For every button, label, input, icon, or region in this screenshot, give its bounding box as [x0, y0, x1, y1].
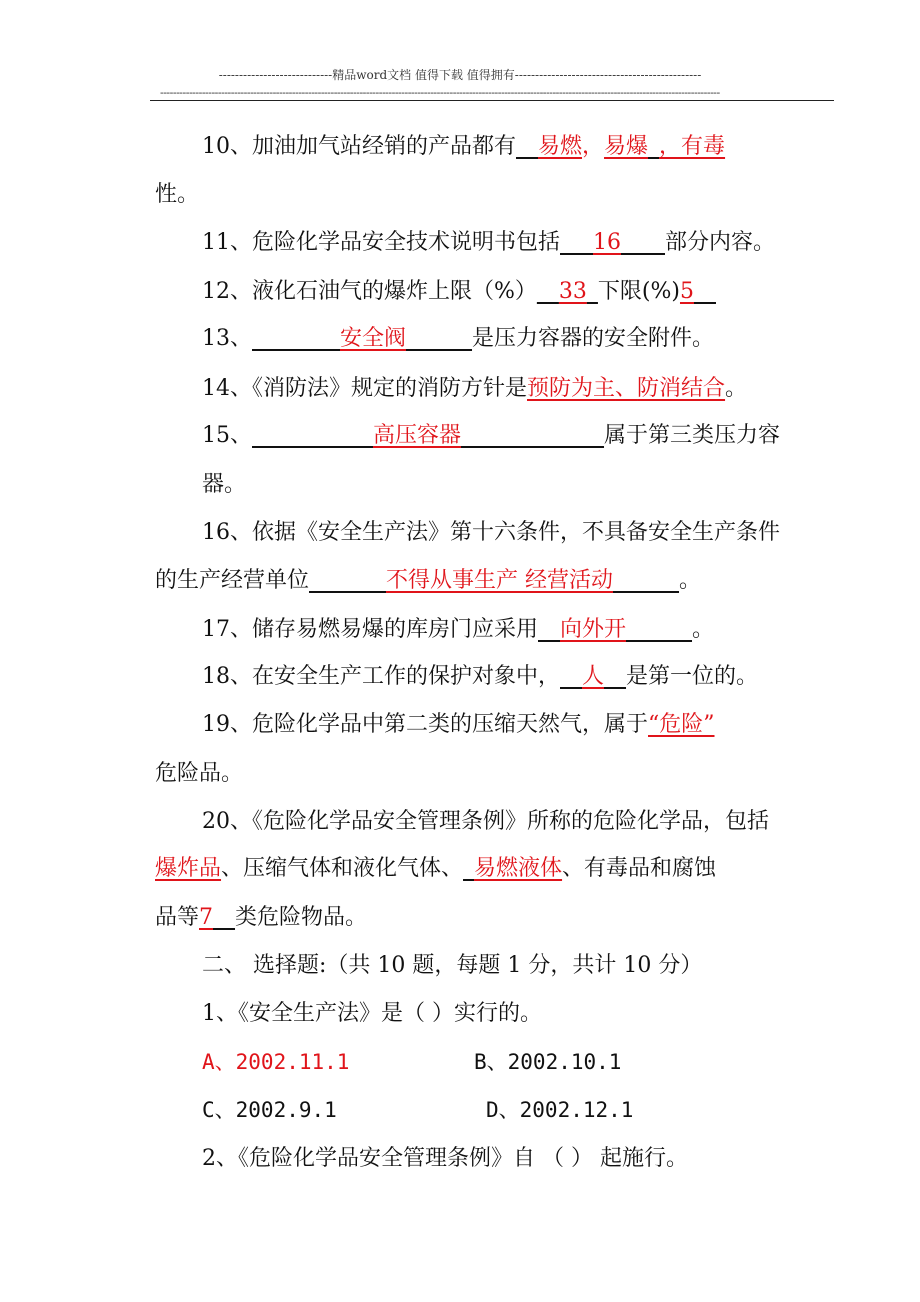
- header-title-line: ----------------------------精品word文档 值得下载 值得拥有----------------------------------------------: [218, 68, 702, 82]
- choice-question-1: 1、《安全生产法》是（ ）实行的。: [202, 1001, 542, 1026]
- answer-19: “危险”: [648, 712, 715, 737]
- choice-1-option-b: B、2002.10.1: [474, 1050, 622, 1074]
- header-dash-line: ------------------------------------------------------------------------------------------------------------------------------------------------------------------------------: [160, 86, 720, 99]
- question-16-line2: 的生产经营单位_______不得从事生产 经营活动______。: [155, 568, 702, 593]
- answer-11: 16: [593, 230, 621, 255]
- answer-10-3: ，有毒: [659, 134, 726, 159]
- question-19-tail: 危险品。: [155, 761, 244, 786]
- header-rule: [150, 100, 834, 101]
- choice-1-option-c: C、2002.9.1: [202, 1098, 337, 1122]
- question-19: 19、危险化学品中第二类的压缩天然气，属于“危险”: [202, 712, 715, 737]
- answer-18: 人: [582, 664, 605, 689]
- question-20: 20、《危险化学品安全管理条例》所称的危险化学品，包括: [202, 809, 769, 834]
- answer-12-lower: 5: [679, 279, 694, 304]
- question-10-tail: 性。: [155, 182, 200, 207]
- question-14: 14、《消防法》规定的消防方针是预防为主、防消结合。: [202, 376, 748, 401]
- choice-1-option-d: D、2002.12.1: [486, 1098, 634, 1122]
- choice-1-option-a: A、2002.11.1: [202, 1050, 350, 1074]
- question-11: 11、危险化学品安全技术说明书包括___16____部分内容。: [202, 230, 776, 255]
- answer-13: 安全阀: [340, 326, 407, 351]
- answer-14-1: 预防为主: [527, 376, 616, 401]
- question-18: 18、在安全生产工作的保护对象中，__人__是第一位的。: [202, 664, 759, 689]
- question-13: 13、________安全阀______是压力容器的安全附件。: [202, 326, 715, 351]
- answer-16: 不得从事生产 经营活动: [386, 568, 614, 593]
- answer-10-1: 易燃: [538, 134, 583, 159]
- answer-17: 向外开: [560, 617, 627, 642]
- question-16: 16、依据《安全生产法》第十六条件，不具备安全生产条件: [202, 520, 780, 545]
- section-2-heading: 二、 选择题:（共 10 题，每题 1 分，共计 10 分）: [202, 953, 703, 978]
- answer-10-2: 易爆: [604, 134, 649, 159]
- question-17: 17、储存易燃易爆的库房门应采用__向外开______。: [202, 617, 715, 642]
- question-15: 15、___________高压容器_____________属于第三类压力容: [202, 423, 781, 448]
- answer-20-3: 7: [199, 905, 214, 930]
- question-12: 12、液化石油气的爆炸上限（%）__33_下限(%)5__: [202, 279, 716, 304]
- choice-question-2: 2、《危险化学品安全管理条例》自 （ ） 起施行。: [202, 1146, 688, 1171]
- question-20-line2: 爆炸品、压缩气体和液化气体、_易燃液体、有毒品和腐蚀: [155, 856, 717, 881]
- question-20-line3: 品等7__类危险物品。: [155, 905, 368, 930]
- question-10: 10、加油加气站经销的产品都有__易燃，易爆_，有毒: [202, 134, 726, 159]
- answer-20-1: 爆炸品: [155, 856, 222, 881]
- answer-15: 高压容器: [373, 423, 462, 448]
- answer-14-2: 防消结合: [637, 376, 726, 401]
- answer-20-2: 易燃液体: [474, 856, 563, 881]
- answer-12-upper: 33: [558, 279, 587, 304]
- question-15-tail: 器。: [202, 472, 247, 497]
